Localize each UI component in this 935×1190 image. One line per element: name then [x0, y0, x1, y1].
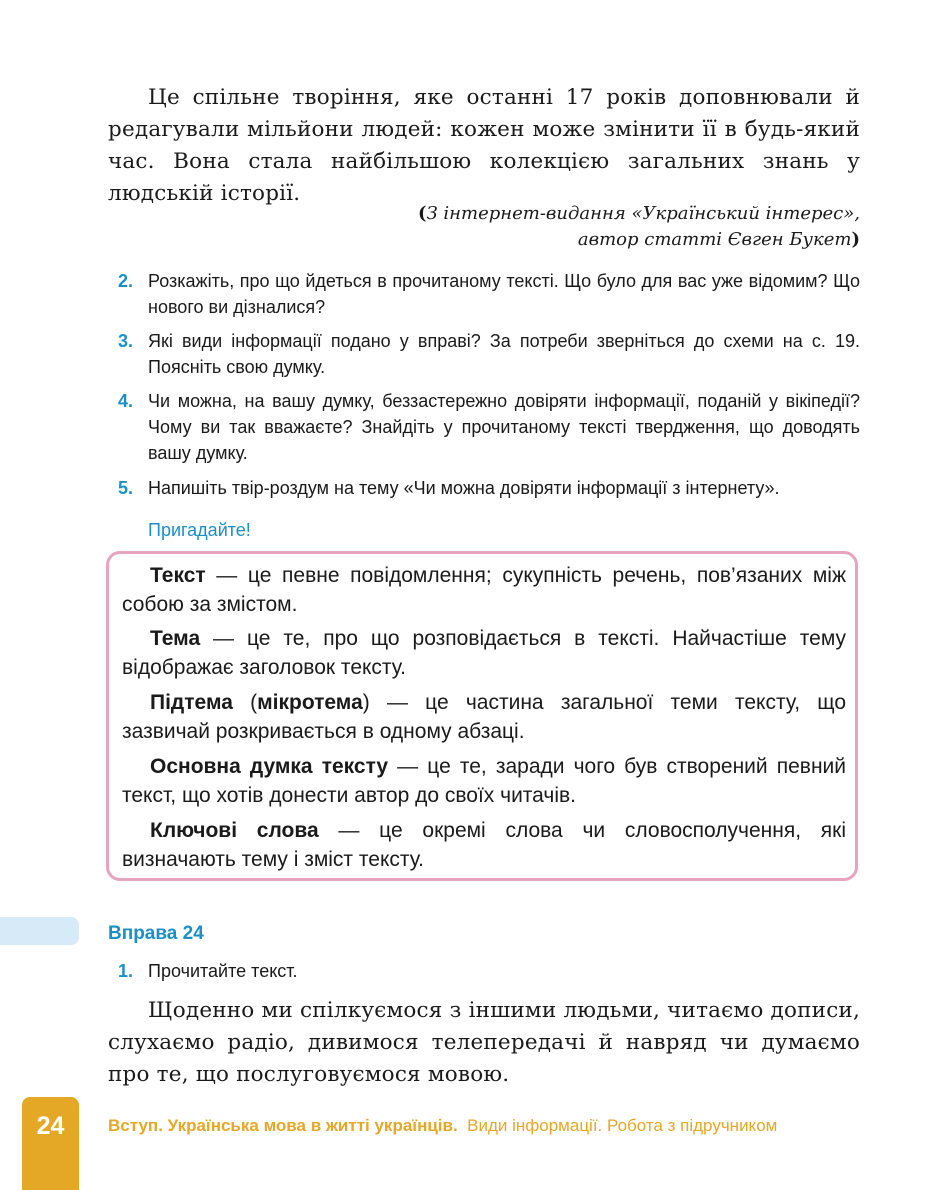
- citation-source: З інтернет-видання «Український інтерес»,: [426, 203, 860, 224]
- definition-term: Текст: [150, 564, 206, 587]
- task-number: 2.: [118, 271, 134, 291]
- task-text: Прочитайте текст.: [148, 961, 298, 981]
- definition-main-idea: [122, 752, 846, 810]
- definition-term: Тема: [150, 627, 201, 650]
- definition-subtheme: [122, 688, 846, 746]
- exercise-task-1: [118, 958, 860, 984]
- exercise-title: Вправа 24: [108, 923, 204, 944]
- task-item-3: [118, 328, 860, 380]
- citation-line-1: (З інтернет-видання «Український інтерес»,: [417, 203, 860, 224]
- definition-term: Основна думка тексту: [150, 755, 389, 778]
- task-number: 4.: [118, 391, 134, 411]
- footer-topic: Види інформації. Робота з підручником: [467, 1116, 778, 1135]
- citation-author: автор статті Євген Букет: [577, 229, 852, 250]
- definition-body: — це певне повідомлення; сукупність речень, пов’язаних між собою за змістом.: [122, 564, 846, 616]
- task-item-2: [118, 268, 860, 320]
- task-text: Які види інформації подано у вправі? За потреби зверніться до схеми на с. 19. Поясніть свою думку.: [148, 331, 860, 377]
- task-number: 5.: [118, 478, 134, 498]
- task-text: Чи можна, на вашу думку, беззастережно довіряти інформації, поданій у вікіпедії? Чому ви так вважаєте? Знайдіть у прочитаному тексті твердження, що доводять вашу думку.: [148, 391, 860, 463]
- running-footer: [108, 1114, 777, 1138]
- task-text: Напишіть твір-роздум на тему «Чи можна довіряти інформації з інтернету».: [148, 478, 780, 498]
- task-number: 1.: [118, 961, 134, 981]
- definition-term-alt: мікротема: [257, 691, 363, 714]
- definition-body: ) — це частина загальної теми тексту, що зазвичай розкривається в одному абзаці.: [122, 691, 846, 743]
- definition-text: [122, 561, 846, 619]
- task-item-4: [118, 388, 860, 466]
- exercise-paragraph: Щоденно ми спілкуємося з іншими людьми, читаємо дописи, слухаємо радіо, дивимося телепередачі й навряд чи думаємо про те, що послуговуємося мовою.: [108, 998, 860, 1087]
- task-number: 3.: [118, 331, 134, 351]
- remember-label: Пригадайте!: [148, 520, 251, 540]
- definition-body: — це те, заради чого був створений певний текст, що хотів донести автор до своїх читачів.: [122, 755, 847, 807]
- footer-section: Вступ. Українська мова в житті українців.: [108, 1116, 458, 1135]
- task-text: Розкажіть, про що йдеться в прочитаному тексті. Що було для вас уже відомим? Що нового ви дізналися?: [148, 271, 860, 317]
- definition-paren: (: [232, 691, 258, 714]
- definition-theme: [122, 624, 846, 682]
- definition-term: Підтема: [150, 691, 233, 714]
- task-item-5: [118, 475, 860, 501]
- definition-body: — це те, про що розповідається в тексті. Найчастіше тему відображає заголовок тексту.: [122, 627, 846, 679]
- page-number: 24: [36, 1112, 65, 1140]
- definition-keywords: [122, 816, 846, 874]
- citation-line-2: автор статті Євген Букет): [577, 229, 860, 250]
- definition-body: — це окремі слова чи словосполучення, які визначають тему і зміст тексту.: [122, 819, 846, 871]
- exercise-side-tab: [0, 917, 79, 945]
- definition-term: Ключові слова: [150, 819, 319, 842]
- intro-paragraph: Це спільне творіння, яке останні 17 років доповнювали й редагували мільйони людей: кожен може змінити її в будь-який час. Вона стала найбільшою колекцією загальних знань у людській історії.: [108, 85, 860, 206]
